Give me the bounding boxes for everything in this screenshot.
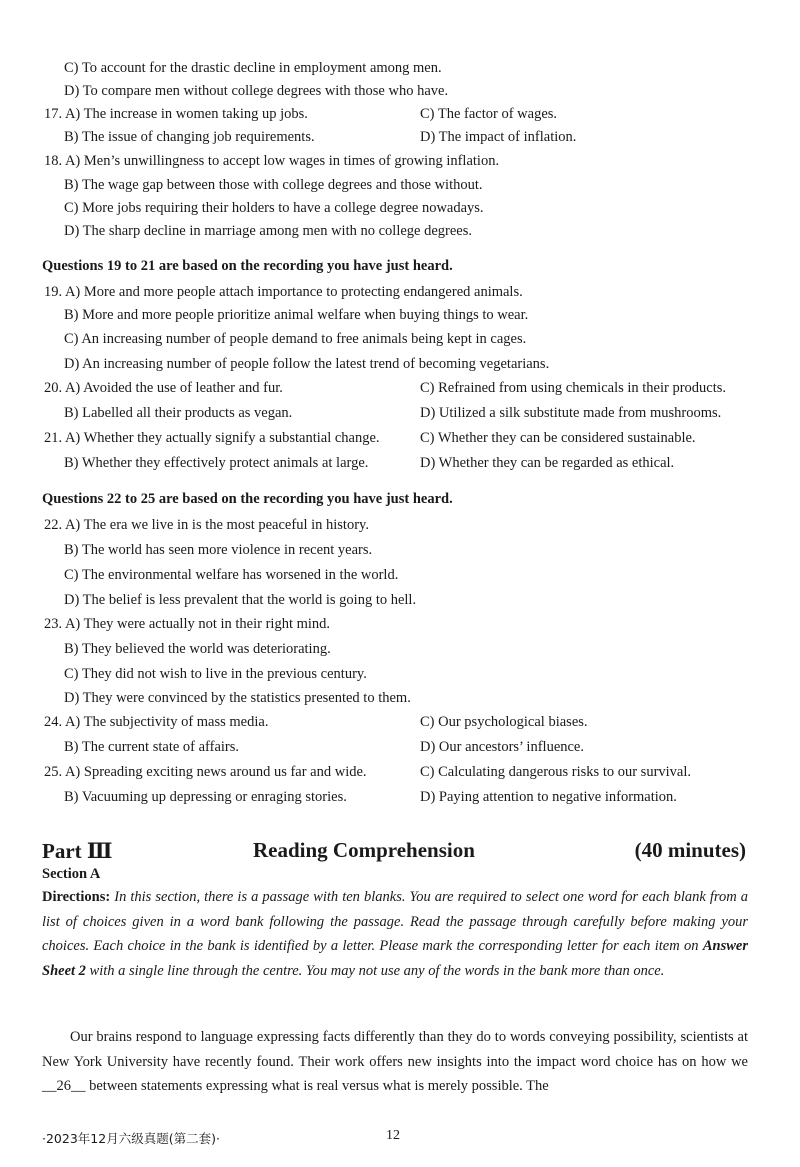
q22-option-c: C) The environmental welfare has worsened in the world. — [64, 567, 399, 583]
q23-option-d: D) They were convinced by the statistics presented to them. — [64, 690, 411, 706]
q19-option-d: D) An increasing number of people follow the latest trend of becoming vegetarians. — [64, 356, 550, 372]
blank-26: __26__ — [42, 1078, 86, 1094]
passage-paragraph — [42, 1025, 748, 1099]
directions-text-1: In this section, there is a passage with ten blanks. You are required to select one word for each blank from a list of choices given in a word bank following the passage. Read the passage through carefully before making your choices. Each choice in the bank is identified by a letter. Please mark the corresponding letter for each item on — [42, 889, 748, 954]
q16-option-c: C) To account for the drastic decline in employment among men. — [64, 60, 442, 76]
q18-option-a: 18. A) Men’s unwillingness to accept low wages in times of growing inflation. — [44, 153, 500, 169]
q18-option-b: B) The wage gap between those with college degrees and those without. — [64, 177, 483, 193]
footer-label: ·2023年12月六级真题(第二套)· — [42, 1131, 220, 1146]
passage-text-1: Our brains respond to language expressing facts differently than they do to words conveying possibility, scientists at New York University have recently found. Their work offers new insights into the impact word choice has on how we — [42, 1029, 748, 1070]
q18-option-c: C) More jobs requiring their holders to have a college degree nowadays. — [64, 200, 484, 216]
q24-option-a: 24. A) The subjectivity of mass media. — [44, 714, 269, 730]
q21-option-b: B) Whether they effectively protect animals at large. — [64, 455, 369, 471]
directions — [42, 885, 748, 983]
q17-option-d: D) The impact of inflation. — [420, 129, 577, 145]
q24-option-b: B) The current state of affairs. — [64, 739, 240, 755]
q17-option-b: B) The issue of changing job requirements. — [64, 129, 315, 145]
q19-option-c: C) An increasing number of people demand to free animals being kept in cages. — [64, 331, 527, 347]
page-number: 12 — [386, 1128, 400, 1143]
q23-option-b: B) They believed the world was deteriorating. — [64, 641, 331, 657]
section-heading: Section A — [42, 866, 101, 882]
part-time: (40 minutes) — [634, 838, 746, 862]
part-title: Reading Comprehension — [253, 838, 475, 862]
q24-option-d: D) Our ancestors’ influence. — [420, 739, 584, 755]
passage-text-2: between statements expressing what is real versus what is merely possible. The — [85, 1078, 549, 1094]
part-heading — [42, 838, 746, 864]
q25-option-a: 25. A) Spreading exciting news around us far and wide. — [44, 764, 367, 780]
q18-option-d: D) The sharp decline in marriage among men with no college degrees. — [64, 223, 473, 239]
part-label: Part Ⅲ — [42, 839, 113, 863]
q20-option-b: B) Labelled all their products as vegan. — [64, 405, 293, 421]
q19-option-b: B) More and more people prioritize animal welfare when buying things to wear. — [64, 307, 529, 323]
q20-option-a: 20. A) Avoided the use of leather and fur. — [44, 380, 283, 396]
directions-label: Directions: — [42, 889, 111, 905]
questions-22-25-heading: Questions 22 to 25 are based on the recording you have just heard. — [42, 491, 453, 507]
q22-option-a: 22. A) The era we live in is the most peaceful in history. — [44, 517, 369, 533]
q23-option-c: C) They did not wish to live in the previous century. — [64, 666, 367, 682]
q25-option-c: C) Calculating dangerous risks to our survival. — [420, 764, 692, 780]
q19-option-a: 19. A) More and more people attach importance to protecting endangered animals. — [44, 284, 523, 300]
q22-option-d: D) The belief is less prevalent that the world is going to hell. — [64, 592, 417, 608]
questions-19-21-heading: Questions 19 to 21 are based on the recording you have just heard. — [42, 258, 453, 274]
q21-option-d: D) Whether they can be regarded as ethical. — [420, 455, 675, 471]
q16-option-d: D) To compare men without college degrees with those who have. — [64, 83, 449, 99]
directions-text-2: with a single line through the centre. You may not use any of the words in the bank more than once. — [85, 962, 665, 979]
q21-option-a: 21. A) Whether they actually signify a substantial change. — [44, 430, 380, 446]
q20-option-d: D) Utilized a silk substitute made from mushrooms. — [420, 405, 722, 421]
q17-option-a: 17. A) The increase in women taking up jobs. — [44, 106, 308, 122]
answer-sheet-label: Answer Sheet 2 — [42, 938, 748, 979]
q25-option-b: B) Vacuuming up depressing or enraging stories. — [64, 789, 347, 805]
q20-option-c: C) Refrained from using chemicals in their products. — [420, 380, 727, 396]
q17-option-c: C) The factor of wages. — [420, 106, 558, 122]
q22-option-b: B) The world has seen more violence in recent years. — [64, 542, 373, 558]
q24-option-c: C) Our psychological biases. — [420, 714, 588, 730]
q23-option-a: 23. A) They were actually not in their right mind. — [44, 616, 331, 632]
q21-option-c: C) Whether they can be considered sustainable. — [420, 430, 696, 446]
q25-option-d: D) Paying attention to negative information. — [420, 789, 677, 805]
